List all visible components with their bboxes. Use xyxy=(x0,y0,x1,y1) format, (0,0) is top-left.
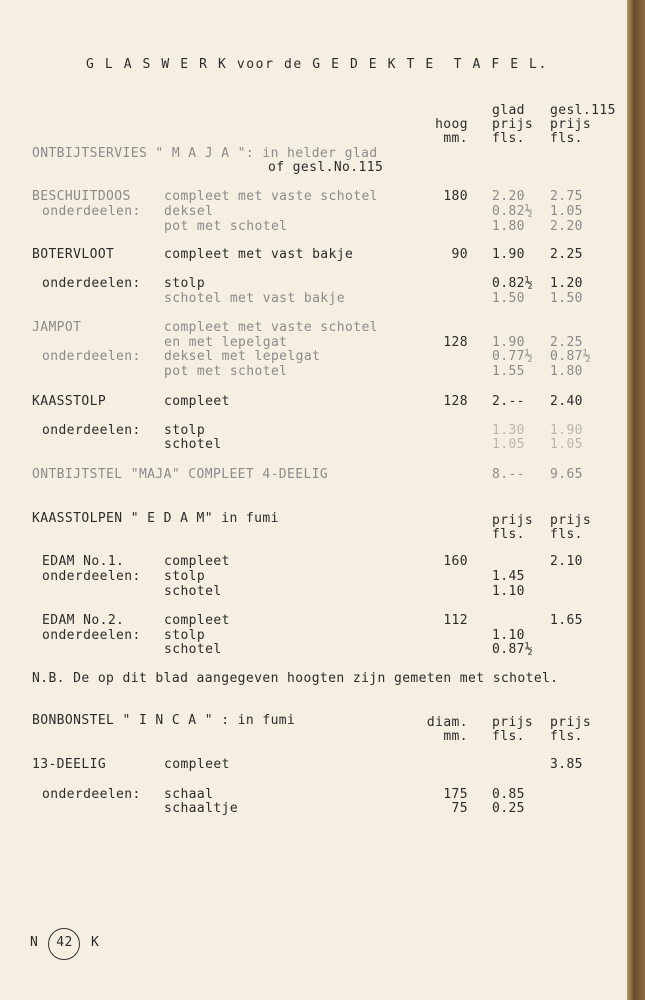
ontbijtstel-price-glad: 8.-- xyxy=(492,467,525,482)
row-label: EDAM No.1. xyxy=(42,554,125,569)
row-price-1: 0.85 xyxy=(492,787,525,802)
row-description: compleet xyxy=(164,613,230,628)
row-price-1: 1.30 xyxy=(492,423,525,438)
row-price-1: 2.20 xyxy=(492,189,525,204)
row-label: onderdeelen: xyxy=(42,204,141,219)
row-description: stolp xyxy=(164,423,206,438)
row-label: onderdeelen: xyxy=(42,569,141,584)
row-height: 75 xyxy=(451,801,468,816)
edam-header-price2: prijs fls. xyxy=(550,513,592,542)
row-price-2: 2.25 xyxy=(550,247,583,262)
row-description: stolp xyxy=(164,569,206,584)
row-price-1: 1.45 xyxy=(492,569,525,584)
row-label: BOTERVLOOT xyxy=(32,247,115,262)
row-description: pot met schotel xyxy=(164,364,288,379)
row-price-2: 2.25 xyxy=(550,335,583,350)
row-description: pot met schotel xyxy=(164,219,288,234)
row-label: onderdeelen: xyxy=(42,423,141,438)
row-price-2: 2.75 xyxy=(550,189,583,204)
row-height: 180 xyxy=(443,189,468,204)
page-edge xyxy=(627,0,645,1000)
header-glad-price: glad prijs fls. xyxy=(492,103,534,146)
row-price-1: 1.90 xyxy=(492,335,525,350)
section-title-edam: KAASSTOLPEN " E D A M" in fumi xyxy=(32,511,279,526)
inca-header-price1: prijs fls. xyxy=(492,715,534,744)
row-label: onderdeelen: xyxy=(42,276,141,291)
row-description: en met lepelgat xyxy=(164,335,288,350)
section-title-inca: BONBONSTEL " I N C A " : in fumi xyxy=(32,713,296,728)
row-price-2: 1.80 xyxy=(550,364,583,379)
row-description: compleet xyxy=(164,757,230,772)
row-height: 175 xyxy=(443,787,468,802)
page-title: G L A S W E R K voor de G E D E K T E T A F E L. xyxy=(86,57,548,72)
ontbijtstel-price-gesl: 9.65 xyxy=(550,467,583,482)
section-subtitle-maja: of gesl.No.115 xyxy=(268,160,384,175)
header-gesl-price: gesl.115 prijs fls. xyxy=(550,103,616,146)
row-description: stolp xyxy=(164,276,206,291)
row-label: onderdeelen: xyxy=(42,787,141,802)
row-description: schotel met vast bakje xyxy=(164,291,345,306)
row-height: 128 xyxy=(443,394,468,409)
row-price-1: 1.10 xyxy=(492,584,525,599)
header-height: hoog mm. xyxy=(435,117,468,146)
footer-right-mark: K xyxy=(91,935,100,950)
row-description: schotel xyxy=(164,584,222,599)
row-price-1: 1.55 xyxy=(492,364,525,379)
row-price-2: 0.87½ xyxy=(550,349,592,364)
edam-header-price1: prijs fls. xyxy=(492,513,534,542)
row-price-1: 0.25 xyxy=(492,801,525,816)
row-description: schotel xyxy=(164,437,222,452)
section-title-maja: ONTBIJTSERVIES " M A J A ": in helder glad xyxy=(32,146,378,161)
row-price-1: 0.87½ xyxy=(492,642,534,657)
row-label: BESCHUITDOOS xyxy=(32,189,131,204)
row-price-1: 0.82½ xyxy=(492,204,534,219)
row-price-1: 1.05 xyxy=(492,437,525,452)
ontbijtstel-label: ONTBIJTSTEL "MAJA" COMPLEET 4-DEELIG xyxy=(32,467,329,482)
row-price-1: 1.90 xyxy=(492,247,525,262)
row-description: compleet xyxy=(164,554,230,569)
row-height: 112 xyxy=(443,613,468,628)
row-label: 13-DEELIG xyxy=(32,757,107,772)
row-price-2: 1.05 xyxy=(550,204,583,219)
row-label: onderdeelen: xyxy=(42,349,141,364)
row-description: compleet met vast bakje xyxy=(164,247,354,262)
row-label: onderdeelen: xyxy=(42,628,141,643)
row-price-1: 2.-- xyxy=(492,394,525,409)
row-price-2: 2.20 xyxy=(550,219,583,234)
inca-header-price2: prijs fls. xyxy=(550,715,592,744)
row-price-1: 1.10 xyxy=(492,628,525,643)
row-price-2: 1.20 xyxy=(550,276,583,291)
row-description: compleet xyxy=(164,394,230,409)
row-description: schotel xyxy=(164,642,222,657)
row-price-2: 1.50 xyxy=(550,291,583,306)
row-price-2: 3.85 xyxy=(550,757,583,772)
row-price-1: 0.82½ xyxy=(492,276,534,291)
row-height: 128 xyxy=(443,335,468,350)
row-price-2: 1.90 xyxy=(550,423,583,438)
note: N.B. De op dit blad aangegeven hoogten zijn gemeten met schotel. xyxy=(32,671,559,686)
row-description: deksel xyxy=(164,204,214,219)
row-price-1: 1.80 xyxy=(492,219,525,234)
row-description: deksel met lepelgat xyxy=(164,349,321,364)
row-height: 90 xyxy=(451,247,468,262)
page-number: 42 xyxy=(56,935,73,950)
row-price-1: 0.77½ xyxy=(492,349,534,364)
row-price-2: 1.65 xyxy=(550,613,583,628)
row-height: 160 xyxy=(443,554,468,569)
row-description: schaaltje xyxy=(164,801,239,816)
row-description: compleet met vaste schotel xyxy=(164,320,378,335)
row-price-1: 1.50 xyxy=(492,291,525,306)
footer-left-mark: N xyxy=(30,935,39,950)
row-price-2: 1.05 xyxy=(550,437,583,452)
row-description: schaal xyxy=(164,787,214,802)
inca-header-diam: diam. mm. xyxy=(426,715,468,744)
row-price-2: 2.40 xyxy=(550,394,583,409)
row-label: JAMPOT xyxy=(32,320,82,335)
row-price-2: 2.10 xyxy=(550,554,583,569)
row-label: KAASSTOLP xyxy=(32,394,107,409)
row-description: compleet met vaste schotel xyxy=(164,189,378,204)
row-description: stolp xyxy=(164,628,206,643)
row-label: EDAM No.2. xyxy=(42,613,125,628)
